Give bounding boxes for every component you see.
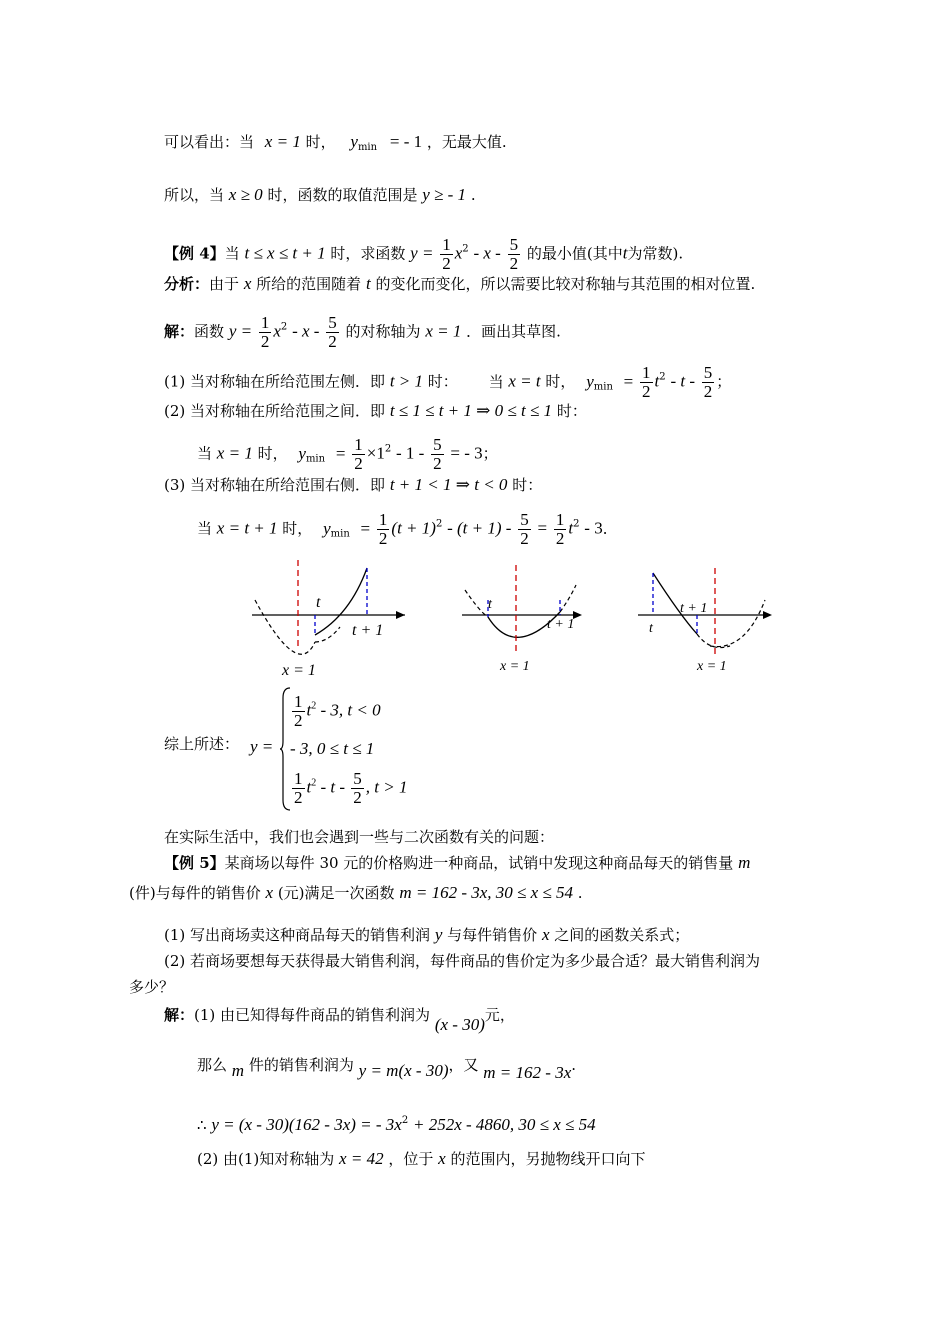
math: x: [243, 274, 252, 293]
example-4-line: [164, 236, 683, 273]
text: 由于: [209, 275, 240, 293]
axis-arrow: [573, 611, 582, 619]
math-sub: min: [357, 142, 378, 153]
math: - t -: [670, 371, 695, 391]
question-2-line: [164, 950, 760, 972]
math: m: [231, 1061, 245, 1080]
text: 的对称轴为: [345, 322, 421, 341]
math: ；: [482, 444, 498, 463]
figure-2: [462, 565, 582, 674]
text: 时，: [305, 133, 336, 151]
question-2-cont: [129, 976, 174, 998]
math: .: [577, 884, 583, 902]
math: x: [265, 883, 274, 902]
math: y: [323, 518, 331, 538]
example-5-line: [164, 852, 750, 874]
math: x = 1: [425, 321, 462, 341]
label-x-eq-1: x = 1: [697, 659, 727, 674]
label-t-plus-1: t + 1: [680, 601, 708, 616]
math: (t + 1): [391, 518, 436, 538]
parabola-dashed-left: [255, 600, 315, 654]
text: (1) 写出商场卖这种商品每天的销售利润: [164, 926, 431, 944]
math-sup: 2: [659, 371, 666, 383]
math: x: [454, 243, 463, 263]
math: + 252x - 4860, 30 ≤ x ≤ 54: [413, 1115, 596, 1134]
parabola-dashed-right: [560, 585, 576, 612]
text: ．画出其草图.: [466, 322, 561, 341]
figure-3: [638, 568, 772, 674]
math: .: [470, 186, 476, 204]
text: 的最小值(其中: [526, 244, 623, 263]
text: 的范围内，另抛物线开口向下: [450, 1150, 646, 1168]
parabola-dashed-mid: [315, 627, 340, 642]
math: y = m(x - 30): [358, 1061, 449, 1080]
text: 当: [197, 519, 213, 538]
fraction: $\frac{1}{2}$: [294, 692, 303, 730]
math: t > 1: [389, 371, 424, 391]
text: 件的销售利润为: [248, 1056, 354, 1074]
math: t: [622, 243, 628, 263]
solution-5-line-4: [197, 1148, 646, 1170]
text: 时：: [512, 476, 543, 494]
text: (1) 由已知得每件商品的销售利润为: [194, 1006, 431, 1024]
text: (1) 当对称轴在所给范围左侧．即: [164, 372, 386, 391]
fraction: $\frac{5}{2}$: [353, 769, 362, 807]
text: 当: [224, 244, 240, 263]
math-sub: min: [593, 381, 613, 393]
math-sup: 2: [462, 243, 469, 255]
fraction: $\frac{5}{2}$: [509, 235, 519, 273]
math: - (t + 1) -: [447, 518, 512, 538]
text: 时：: [427, 372, 458, 391]
math: =: [335, 443, 346, 463]
solution-5-line-1: [164, 1004, 515, 1034]
text: 时，: [257, 444, 288, 463]
math: t + 1 < 1 ⇒ t < 0: [389, 475, 508, 494]
parabola-dashed-right: [710, 600, 765, 647]
fraction: $\frac{5}{2}$: [328, 313, 337, 351]
text: 在实际生活中，我们也会遇到一些与二次函数有关的问题：: [164, 828, 555, 846]
fraction: $\frac{1}{2}$: [378, 510, 388, 548]
math: =: [360, 518, 371, 538]
text: (3) 当对称轴在所给范围右侧．即: [164, 476, 386, 494]
math: x = t: [508, 371, 541, 391]
math: x = 42: [339, 1149, 384, 1168]
solution-line: [164, 314, 561, 351]
math: t: [568, 518, 574, 538]
text: 的变化而变化，所以需要比较对称轴与其范围的相对位置.: [375, 275, 756, 293]
text: 时：: [556, 402, 587, 420]
label-t: t: [649, 621, 653, 636]
math: t ≤ x ≤ t + 1: [244, 243, 326, 263]
fraction: $\frac{1}{2}$: [354, 435, 363, 473]
math: - x -: [292, 321, 320, 341]
text-line-1: [164, 131, 507, 159]
figure-1: [252, 560, 405, 679]
label-t: t: [316, 594, 321, 611]
math-sup: 2: [384, 443, 392, 455]
math: t ≤ 1 ≤ t + 1 ⇒ 0 ≤ t ≤ 1: [389, 401, 553, 420]
text: 元，: [484, 1006, 515, 1024]
life-line: [164, 826, 554, 848]
math: y: [350, 132, 358, 151]
text: (元)满足一次函数: [277, 884, 395, 902]
fraction: $\frac{5}{2}$: [703, 363, 713, 401]
text: (件)与每件的销售价: [129, 884, 261, 902]
math: t: [654, 371, 660, 391]
math-sub: min: [305, 453, 326, 465]
fraction: $\frac{1}{2}$: [442, 235, 451, 273]
math: ×1: [366, 443, 385, 463]
text-line-2: [164, 184, 476, 206]
text: (2) 由(1)知对称轴为: [197, 1150, 335, 1168]
piecewise-case-1: $\frac{1}{2}$ $t^2 - 3$, t < 0: [294, 692, 381, 730]
math: - x -: [473, 243, 501, 263]
math-sup: 2: [435, 518, 443, 530]
example-5-line-2: [129, 882, 583, 904]
text: 那么: [197, 1056, 228, 1074]
text: 当: [197, 444, 213, 463]
text: 时，求函数: [330, 244, 406, 263]
text: 当: [488, 372, 504, 391]
math: ．: [602, 519, 618, 538]
text: ∴: [197, 1116, 207, 1134]
text: 为常数).: [627, 244, 684, 263]
math-sup: 2: [280, 321, 288, 333]
math: y = (x - 30)(162 - 3x) = - 3x: [211, 1115, 402, 1134]
math: y: [586, 371, 594, 391]
text: 综上所述：: [164, 735, 240, 753]
text: 时，: [282, 519, 313, 538]
math: =: [537, 518, 548, 538]
math-sup: 2: [401, 1115, 409, 1126]
summary-label: [164, 733, 239, 755]
solution-5-line-3: [197, 1110, 596, 1136]
math: t: [365, 274, 371, 293]
math: - 3: [584, 518, 603, 538]
text: 所给的范围随着: [256, 275, 362, 293]
math: x = 1: [216, 443, 253, 463]
text: 多少？: [129, 978, 175, 996]
fraction: $\frac{1}{2}$: [642, 363, 651, 401]
math: m: [738, 853, 751, 872]
case-2-calc: [197, 436, 498, 473]
math: = - 3: [450, 443, 483, 463]
text: (2) 当对称轴在所给范围之间．即: [164, 402, 386, 420]
math: x: [273, 321, 281, 341]
solution-5-line-2: [197, 1054, 577, 1082]
math-sup: 2: [573, 518, 580, 530]
math: x = t + 1: [216, 518, 278, 538]
math: =: [623, 371, 634, 391]
math: x: [438, 1149, 446, 1168]
fraction: $\frac{5}{2}$: [520, 510, 529, 548]
text: 某商场以每件 30 元的价格购进一种商品，试销中发现这种商品每天的销售量: [224, 854, 734, 872]
label-t-plus-1: t + 1: [352, 622, 384, 639]
example-label: 【例 4】: [164, 244, 225, 263]
math: y =: [410, 243, 434, 263]
label-t-plus-1: t + 1: [547, 617, 575, 632]
question-1-line: [164, 924, 689, 946]
case-2-line: [164, 400, 587, 422]
math: x: [541, 925, 550, 944]
text: 函数: [194, 322, 225, 341]
piecewise-case-3: $\frac{1}{2}$ $t^2$ - t - $\frac{5}{2}$ , t > 1: [294, 769, 408, 807]
axis-arrow: [763, 611, 772, 619]
text: 时，: [545, 372, 576, 391]
solution-label: 解：: [164, 1006, 195, 1024]
math: x = 1: [264, 132, 301, 151]
case-1-line: [164, 364, 731, 401]
piecewise-y: y =: [250, 737, 274, 756]
fraction: $\frac{1}{2}$: [555, 510, 565, 548]
math: ；: [716, 372, 732, 391]
case-3-calc: [197, 511, 618, 548]
math: m = 162 - 3x, 30 ≤ x ≤ 54: [399, 883, 573, 902]
label-x-eq-1: x = 1: [282, 662, 316, 679]
math: (x - 30): [434, 1015, 485, 1034]
analysis-label: 分析：: [164, 275, 210, 293]
math: y: [434, 925, 443, 944]
fraction: $\frac{1}{2}$: [260, 313, 270, 351]
parabola-figures: [240, 560, 800, 685]
analysis-line: [164, 273, 755, 295]
fraction: $\frac{5}{2}$: [433, 435, 442, 473]
parabola-dashed-left: [465, 590, 488, 617]
solution-label: 解：: [164, 322, 195, 341]
text: ，无最大值.: [426, 133, 507, 151]
example-label: 【例 5】: [164, 854, 225, 872]
text: 可以看出：当: [164, 133, 255, 151]
piecewise-case-2: - 3, 0 ≤ t ≤ 1: [290, 739, 375, 758]
math: - 1 -: [395, 443, 425, 463]
text: 之间的函数关系式；: [554, 926, 690, 944]
math: .: [571, 1056, 577, 1074]
math: y =: [228, 321, 253, 341]
math: m = 162 - 3x: [483, 1063, 572, 1082]
math: x ≥ 0: [228, 185, 263, 204]
fraction: $\frac{1}{2}$: [294, 769, 303, 807]
label-x-eq-1: x = 1: [500, 659, 530, 674]
text: ，位于: [388, 1150, 434, 1168]
text: 与每件销售价: [447, 926, 538, 944]
math: = - 1: [389, 132, 423, 151]
text: ，又: [448, 1056, 479, 1074]
text: (2) 若商场要想每天获得最大销售利润，每件商品的售价定为多少最合适？最大销售利润为: [164, 952, 761, 970]
case-3-line: [164, 474, 542, 496]
text: 所以，当: [164, 186, 225, 204]
text: 时，函数的取值范围是: [267, 186, 418, 204]
math: y: [298, 443, 306, 463]
axis-arrow: [396, 611, 405, 619]
math-sub: min: [330, 528, 350, 540]
label-t: t: [488, 597, 492, 612]
math: y ≥ - 1: [422, 185, 467, 204]
